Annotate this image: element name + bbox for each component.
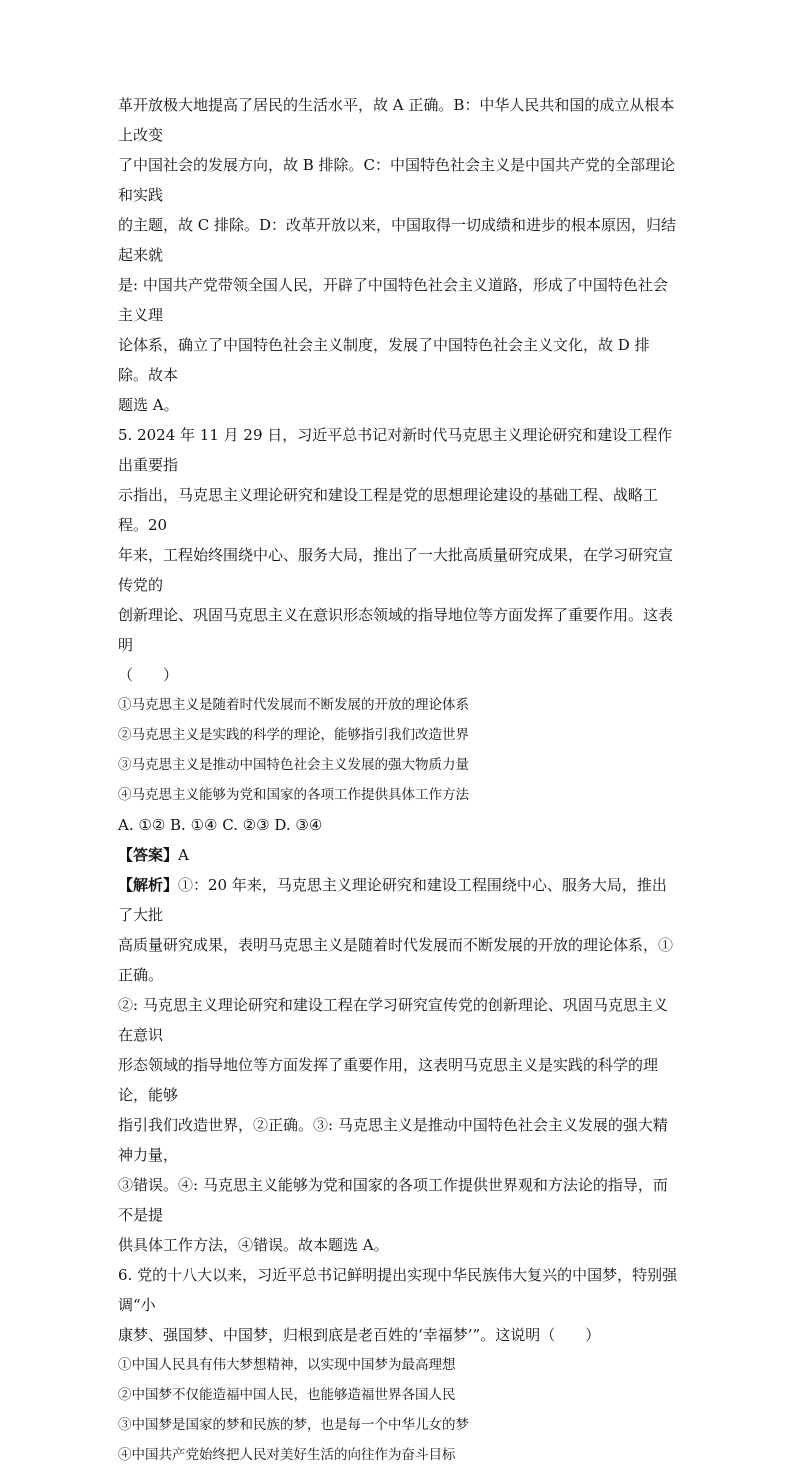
option-item: ①中国人民具有伟大梦想精神，以实现中国梦为最高理想 [118, 1357, 456, 1373]
question-stem-line: 年来，工程始终围绕中心、服务大局，推出了一大批高质量研究成果，在学习研究宣传党的 [118, 546, 674, 594]
question-6 [118, 1260, 678, 1470]
option-item: ②中国梦不仅能造福中国人民，也能够造福世界各国人民 [118, 1387, 456, 1403]
analysis-line: 指引我们改造世界，②正确。③: 马克思主义是推动中国特色社会主义发展的强大精神力量， [118, 1116, 668, 1164]
answer-line [118, 840, 678, 870]
analysis-line [118, 870, 678, 930]
analysis-label: 【解析】 [118, 876, 179, 894]
text-line: 论体系，确立了中国特色社会主义制度，发展了中国特色社会主义文化，故 D 排除。故本 [118, 336, 650, 384]
analysis-line: 形态领域的指导地位等方面发挥了重要作用，这表明马克思主义是实践的科学的理论，能够 [118, 1056, 659, 1104]
question-stem-line: 6. 党的十八大以来，习近平总书记鲜明提出实现中华民族伟大复兴的中国梦，特别强调“小 [118, 1266, 678, 1314]
question-stem-line: 康梦、强国梦、中国梦，归根到底是老百姓的‘幸福梦’”。这说明（ ） [118, 1326, 601, 1344]
option-item: ④马克思主义能够为党和国家的各项工作提供具体工作方法 [118, 787, 469, 803]
answer-choices: A. ①② B. ①④ C. ②③ D. ③④ [118, 816, 323, 834]
question-stem-line: 5. 2024 年 11 月 29 日，习近平总书记对新时代马克思主义理论研究和建设工程作出重要指 [118, 426, 673, 474]
option-item: ①马克思主义是随着时代发展而不断发展的开放的理论体系 [118, 697, 469, 713]
previous-analysis [118, 90, 678, 420]
question-stem-line: 创新理论、巩固马克思主义在意识形态领域的指导地位等方面发挥了重要作用。这表明 [118, 606, 674, 654]
question-stem-line: 示指出，马克思主义理论研究和建设工程是党的思想理论建设的基础工程、战略工程。20 [118, 486, 659, 534]
analysis-line: 供具体工作方法，④错误。故本题选 A。 [118, 1236, 389, 1254]
option-item: ③中国梦是国家的梦和民族的梦，也是每一个中华儿女的梦 [118, 1417, 469, 1433]
option-item: ③马克思主义是推动中国特色社会主义发展的强大物质力量 [118, 757, 469, 773]
text-line: 题选 A。 [118, 396, 179, 414]
text-line: 了中国社会的发展方向，故 B 排除。C：中国特色社会主义是中国共产党的全部理论和实践 [118, 156, 676, 204]
analysis-line: ②: 马克思主义理论研究和建设工程在学习研究宣传党的创新理论、巩固马克思主义在意识 [118, 996, 668, 1044]
text-line: 是: 中国共产党带领全国人民，开辟了中国特色社会主义道路，形成了中国特色社会主义理 [118, 276, 668, 324]
question-5 [118, 420, 678, 1260]
text-line: 的主题，故 C 排除。D：改革开放以来，中国取得一切成绩和进步的根本原因，归结起来就 [118, 216, 677, 264]
analysis-line: 高质量研究成果，表明马克思主义是随着时代发展而不断发展的开放的理论体系，①正确。 [118, 936, 674, 984]
analysis-line: ③错误。④: 马克思主义能够为党和国家的各项工作提供世界观和方法论的指导，而不是提 [118, 1176, 668, 1224]
answer-bracket: （ ） [118, 666, 179, 684]
answer-value: A [178, 846, 189, 864]
option-item: ②马克思主义是实践的科学的理论，能够指引我们改造世界 [118, 727, 469, 743]
option-item: ④中国共产党始终把人民对美好生活的向往作为奋斗目标 [118, 1447, 456, 1463]
document-page [118, 90, 678, 1470]
answer-label: 【答案】 [118, 846, 179, 864]
analysis-text: ①：20 年来，马克思主义理论研究和建设工程围绕中心、服务大局，推出了大批 [118, 876, 667, 924]
text-line: 革开放极大地提高了居民的生活水平，故 A 正确。B：中华人民共和国的成立从根本上改变 [118, 96, 675, 144]
